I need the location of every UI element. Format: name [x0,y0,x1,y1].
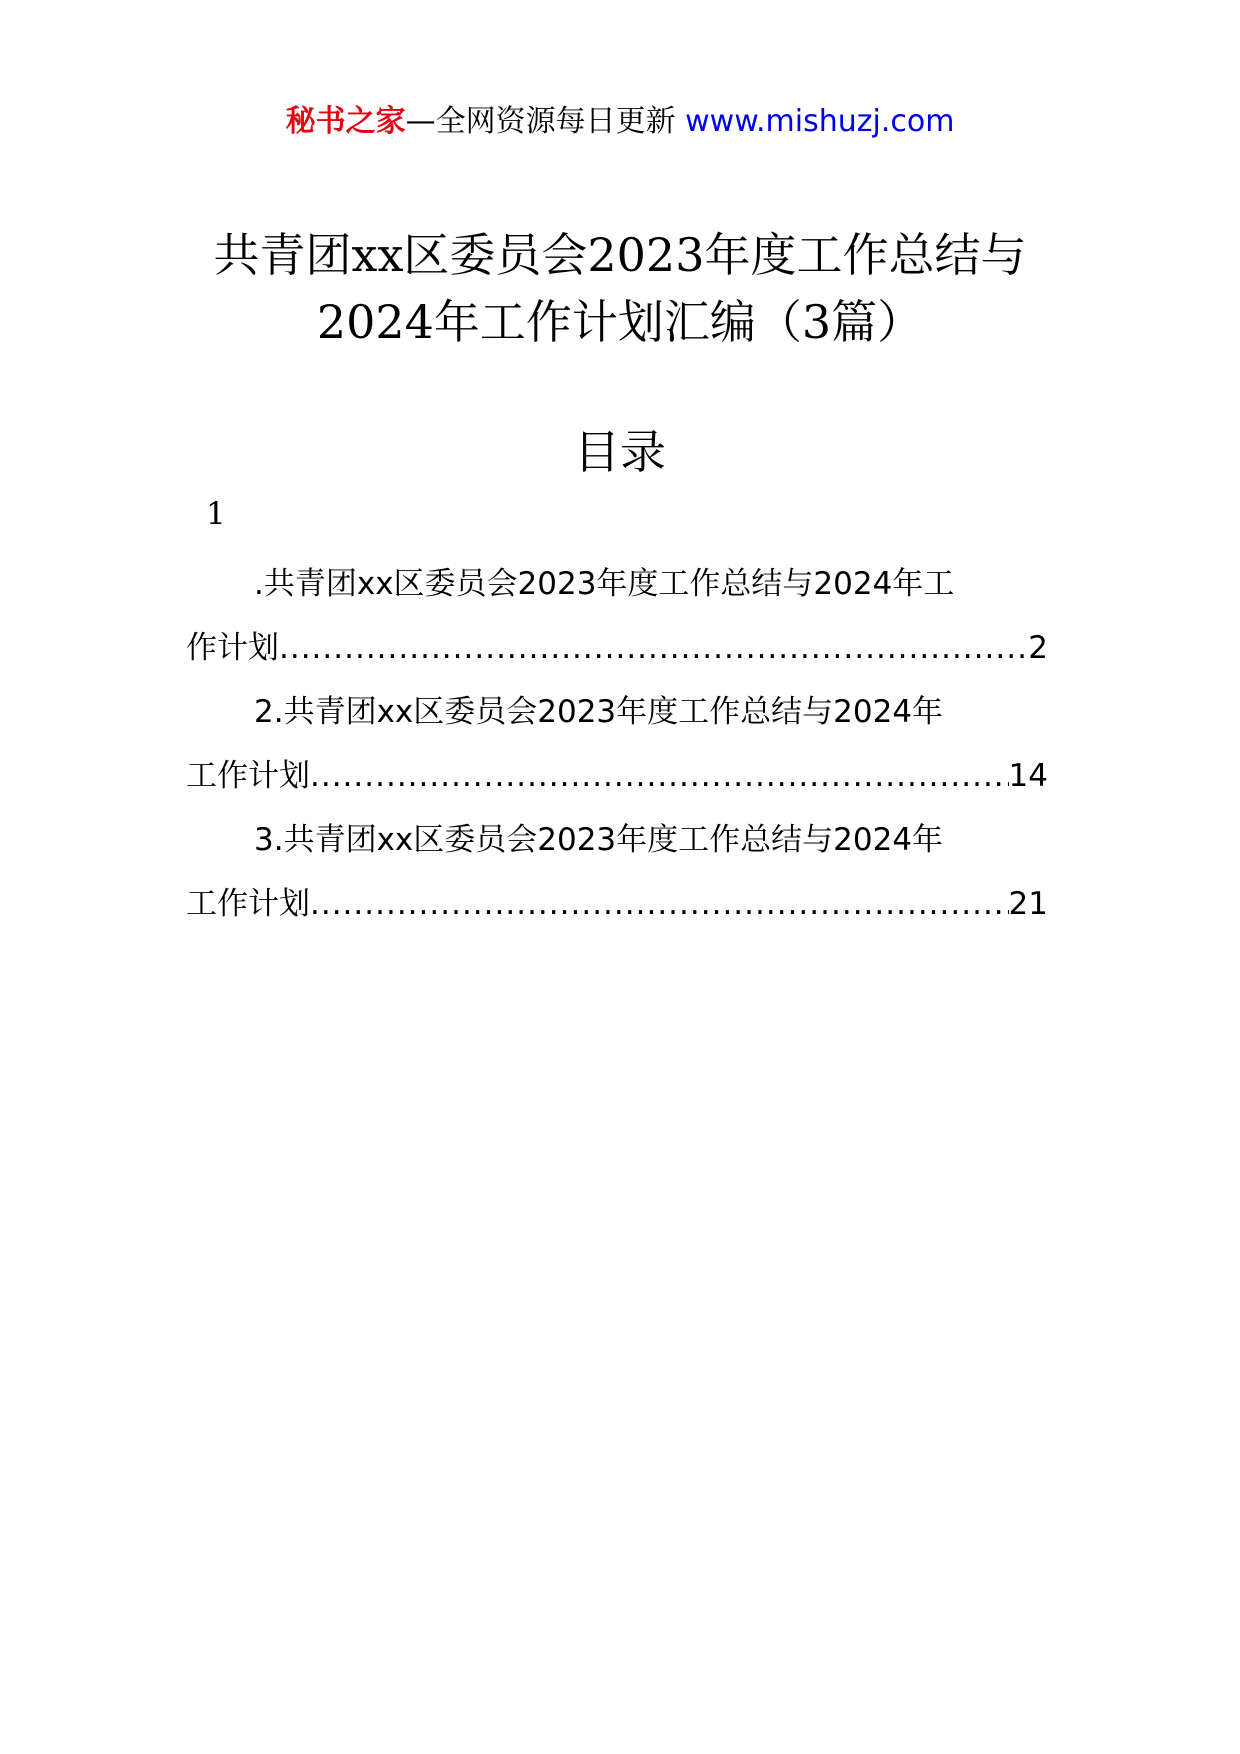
toc-entry-title-end: 作计划 [186,630,279,666]
toc-list-number: 1 [206,496,226,532]
toc-entry-2[interactable] [186,680,1048,808]
toc-dot-leader [310,872,1009,936]
toc-dot-leader [279,616,1028,680]
toc-entry-1[interactable] [186,552,1048,680]
document-title [100,222,1140,356]
title-line-1: 共青团xx区委员会2023年度工作总结与 [213,228,1027,282]
toc-entry-continuation [186,872,1048,936]
toc-page-number: 21 [1008,886,1048,922]
site-header [0,102,1240,142]
toc-entry-title-end: 工作计划 [186,886,310,922]
toc-heading: 目录 [574,425,666,479]
toc-entry-title: 2.共青团xx区委员会2023年度工作总结与2024年 [254,694,944,730]
brand-name: 秘书之家 [285,104,406,139]
toc-entry-title: .共青团xx区委员会2023年度工作总结与2024年工 [254,566,955,602]
toc-page-number: 14 [1008,758,1048,794]
site-url-link[interactable]: www.mishuzj.com [685,104,955,139]
title-line-2: 2024年工作计划汇编（3篇） [316,295,924,349]
toc-entry-title: 3.共青团xx区委员会2023年度工作总结与2024年 [254,822,944,858]
toc-page-number: 2 [1028,630,1048,666]
toc-dot-leader [310,744,1009,808]
toc-entry-3[interactable] [186,808,1048,936]
toc-entry-continuation [186,744,1048,808]
table-of-contents [186,552,1048,936]
header-slogan: —全网资源每日更新 [405,104,686,139]
toc-entry-title-end: 工作计划 [186,758,310,794]
toc-entry-continuation [186,616,1048,680]
